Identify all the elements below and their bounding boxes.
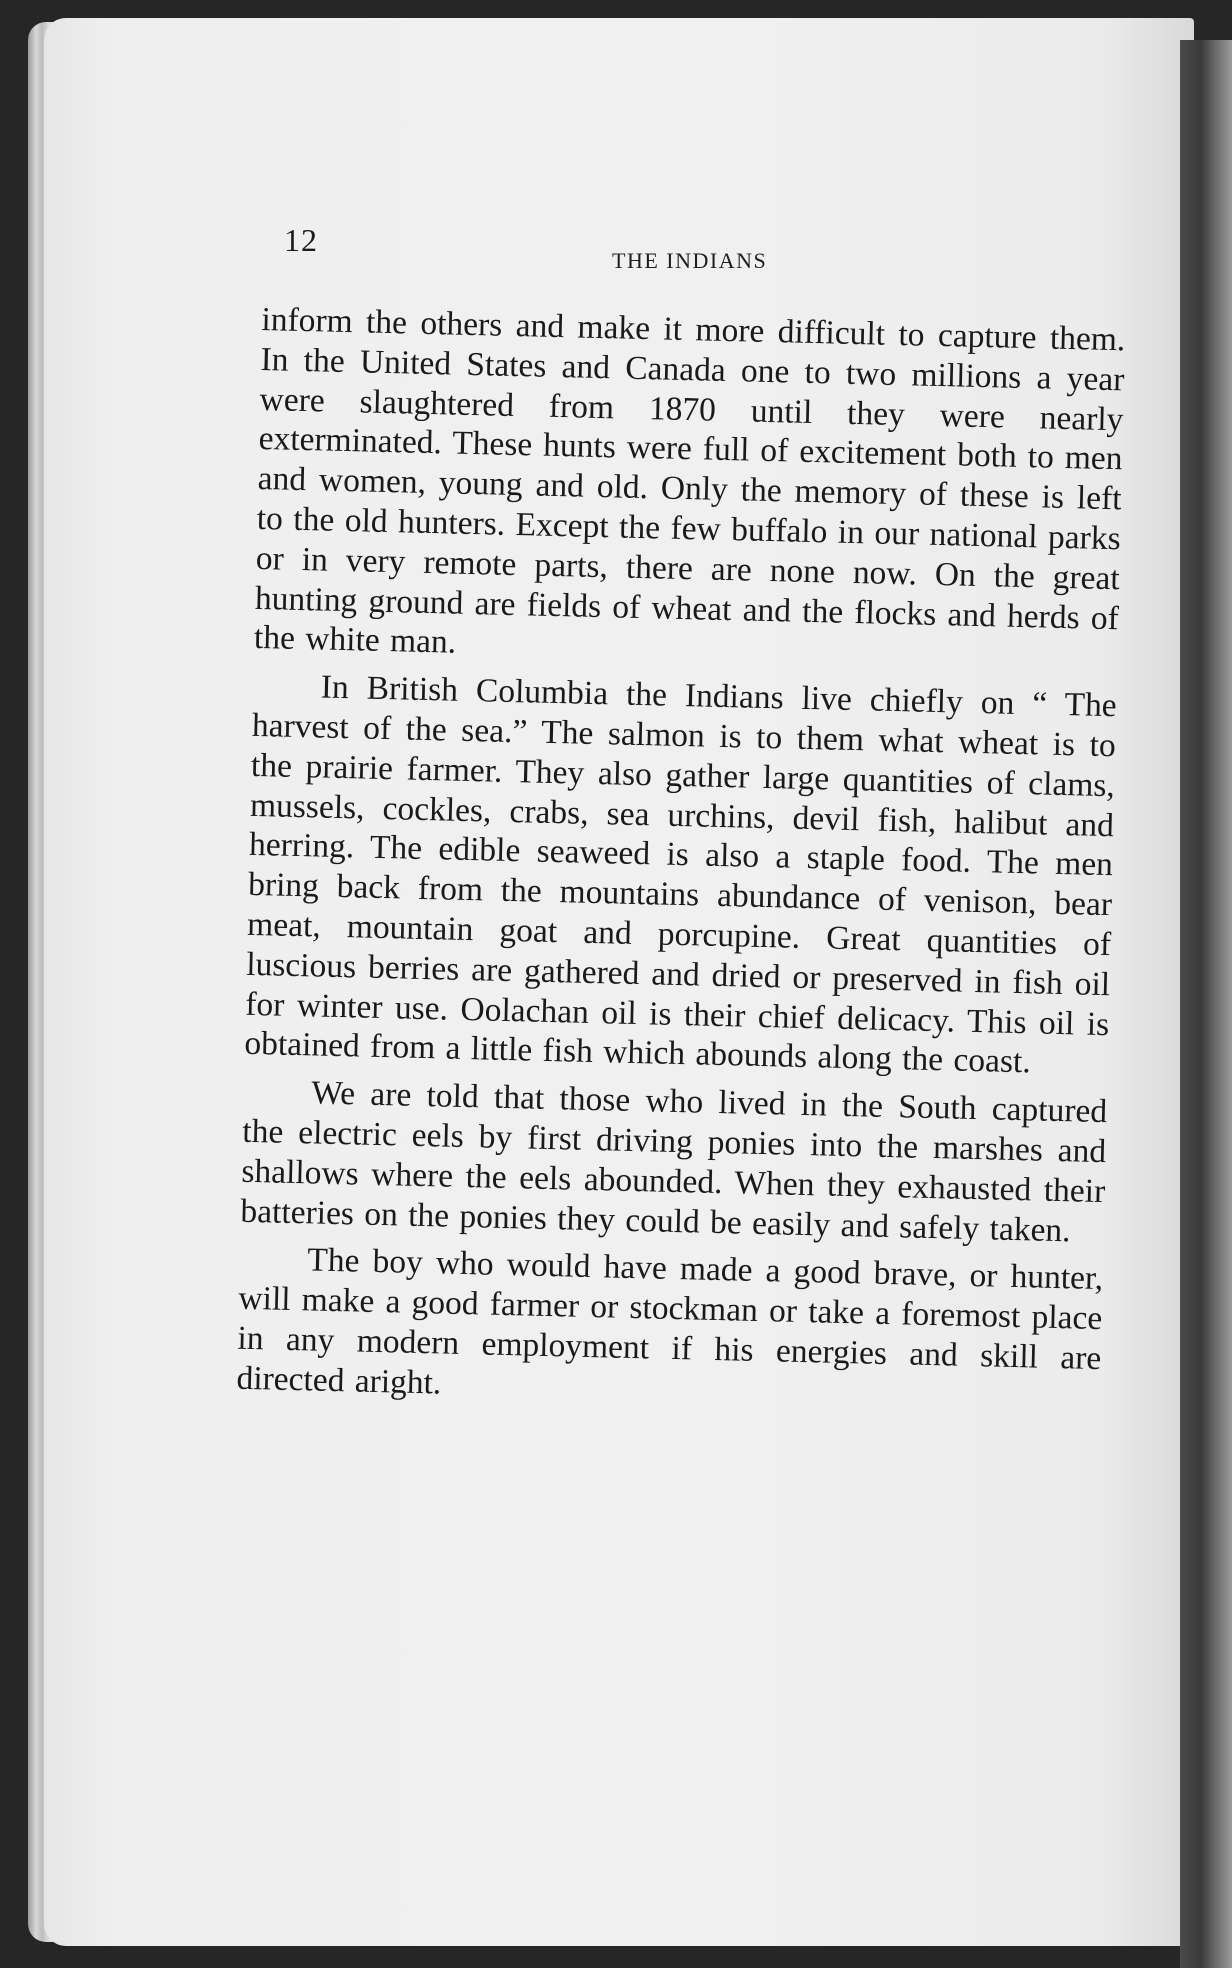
paragraph-3: We are told that those who lived in the South captured the electric eels by first driving ponies into the marshes and shallows where the eels abounded. When they exhausted their batteries on the ponies they could be easily and safely taken. xyxy=(240,1074,1108,1249)
paragraph-1: inform the others and make it more difficult to capture them. In the United States and Canada one to two millions a year were slaughtered from 1870 until they were nearly exterminated. These hunts were full of excitement both to men and women, young and old. Only the memory of these is left to the old hunters. Except the few buffalo in our national parks or in very remote parts, there are none now. On the great hunting ground are fields of wheat and the flocks and herds of the white man. xyxy=(253,300,1126,662)
paragraph-2: In British Columbia the Indians live chiefly on “ The harvest of the sea.” The salmon is to them what wheat is to the prairie farmer. They also gather large quantities of clams, mussels, cockles, crabs, sea urchins, devil fish, halibut and herring. The edible seaweed is also a staple food. The men bring back from the mountains abundance of venison, bear meat, mountain goat and porcupine. Great quantities of luscious berries are gathered and dried or preserved in fish oil for winter use. Oolachan oil is their chief delicacy. This oil is obtained from a little fish which abounds along the coast. xyxy=(244,668,1118,1081)
page-number: 12 xyxy=(284,222,318,258)
running-title: THE INDIANS xyxy=(612,248,768,273)
body-text xyxy=(236,300,1126,1427)
binding-shadow xyxy=(1180,40,1232,1968)
paragraph-4: The boy who would have made a good brave, or hunter, will make a good farmer or stockman or take a foremost place in any modern employment if his energies and skill are directed aright. xyxy=(236,1241,1104,1402)
